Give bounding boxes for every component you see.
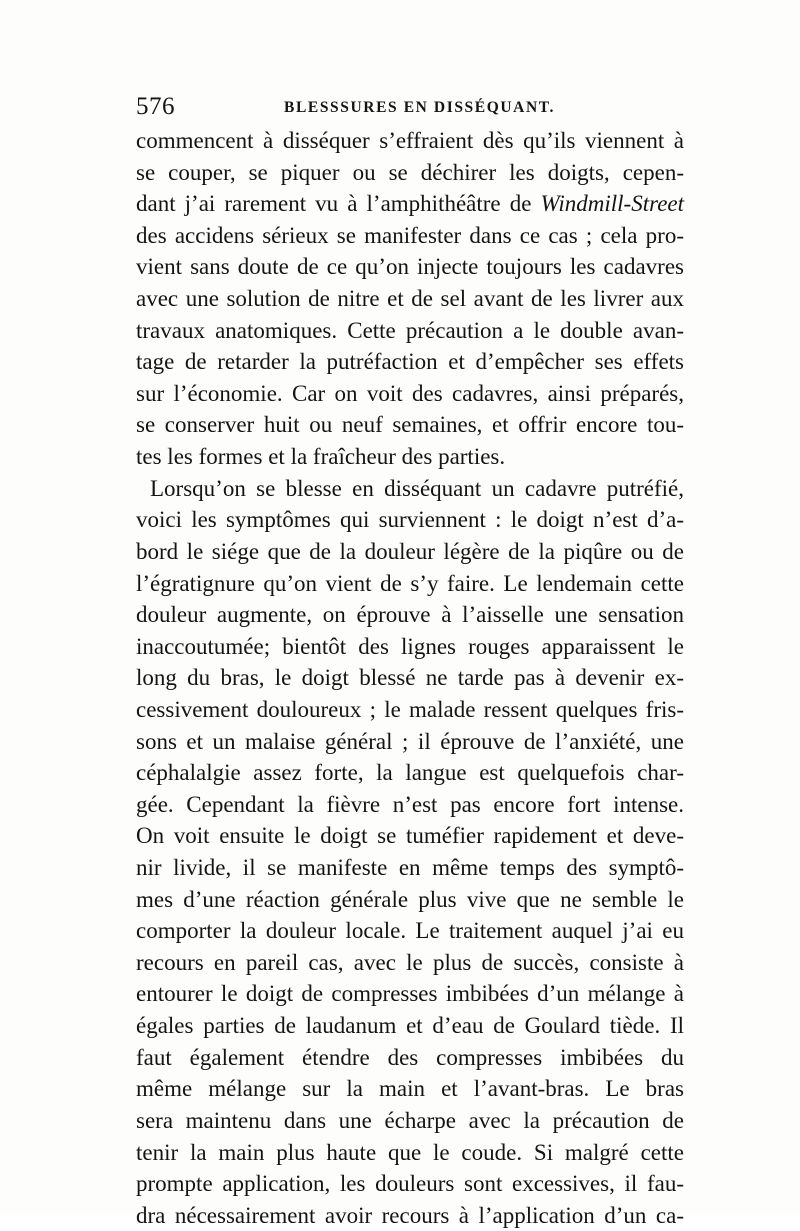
running-title: BLESSSURES EN DISSÉQUANT. <box>284 99 556 116</box>
text-line: nir livide, il se manifeste en même temps des symptô- <box>136 855 684 881</box>
body-text <box>136 125 684 1231</box>
text-line: sons et un malaise général ; il éprouve de l’anxiété, une <box>136 728 684 754</box>
text-line: bord le siége que de la douleur légère de la piqûre ou de <box>136 538 684 564</box>
text-line: voici les symptômes qui surviennent : le doigt n’est d’a- <box>136 507 684 533</box>
text-line: long du bras, le doigt blessé ne tarde pas à devenir ex- <box>136 665 684 691</box>
text-line: même mélange sur la main et l’avant-bras. Le bras <box>136 1076 684 1102</box>
text-line: mes d’une réaction générale plus vive que ne semble le <box>136 886 684 912</box>
text-line: inaccoutumée; bientôt des lignes rouges apparaissent le <box>136 633 684 659</box>
text-line: se conserver huit ou neuf semaines, et offrir encore tou- <box>136 412 684 438</box>
text-line: prompte application, les douleurs sont excessives, il fau- <box>136 1171 684 1197</box>
text-line: faut également étendre des compresses imbibées du <box>136 1044 684 1070</box>
text-line: tenir la main plus haute que le coude. Si malgré cette <box>136 1139 684 1165</box>
text-line: céphalalgie assez forte, la langue est quelquefois char- <box>136 760 684 786</box>
running-head <box>136 92 684 122</box>
text-line <box>136 188 684 220</box>
text-line: commencent à disséquer s’effraient dès qu’ils viennent à <box>136 128 684 153</box>
text-line: entourer le doigt de compresses imbibées d’un mélange à <box>136 981 684 1007</box>
text-line: sera maintenu dans une écharpe avec la précaution de <box>136 1107 684 1133</box>
text-line: Lorsqu’on se blesse en disséquant un cadavre putréfié, <box>150 475 684 501</box>
text-line: gée. Cependant la fièvre n’est pas encore fort intense. <box>136 791 684 817</box>
text-line: comporter la douleur locale. Le traitement auquel j’ai eu <box>136 918 684 944</box>
text-line: l’égratignure qu’on vient de s’y faire. Le lendemain cette <box>136 570 684 596</box>
page-number: 576 <box>136 93 175 120</box>
text-line: vient sans doute de ce qu’on injecte toujours les cadavres <box>136 254 684 280</box>
text-line: On voit ensuite le doigt se tuméfier rapidement et deve- <box>136 823 684 849</box>
text-line: avec une solution de nitre et de sel avant de les livrer aux <box>136 286 684 312</box>
text-line: travaux anatomiques. Cette précaution a le double avan- <box>136 317 684 343</box>
text-line: douleur augmente, on éprouve à l’aisselle une sensation <box>136 602 684 628</box>
text-line-roman: dant j’ai rarement vu à l’amphithéâtre de <box>136 191 541 217</box>
text-line: tage de retarder la putréfaction et d’empêcher ses effets <box>136 349 684 375</box>
text-line: se couper, se piquer ou se déchirer les doigts, cepen- <box>136 159 684 185</box>
text-line: des accidens sérieux se manifester dans ce cas ; cela pro- <box>136 222 684 248</box>
text-line: égales parties de laudanum et d’eau de Goulard tiède. Il <box>136 1013 684 1039</box>
text-line: dra nécessairement avoir recours à l’application d’un ca- <box>136 1202 684 1228</box>
text-line: tes les formes et la fraîcheur des parties. <box>136 444 506 470</box>
text-line: sur l’économie. Car on voit des cadavres, ainsi préparés, <box>136 380 684 406</box>
text-line: cessivement douloureux ; le malade ressent quelques fris- <box>136 696 684 722</box>
text-line: recours en pareil cas, avec le plus de succès, consiste à <box>136 949 684 975</box>
street-name: Windmill-Street <box>540 191 684 217</box>
